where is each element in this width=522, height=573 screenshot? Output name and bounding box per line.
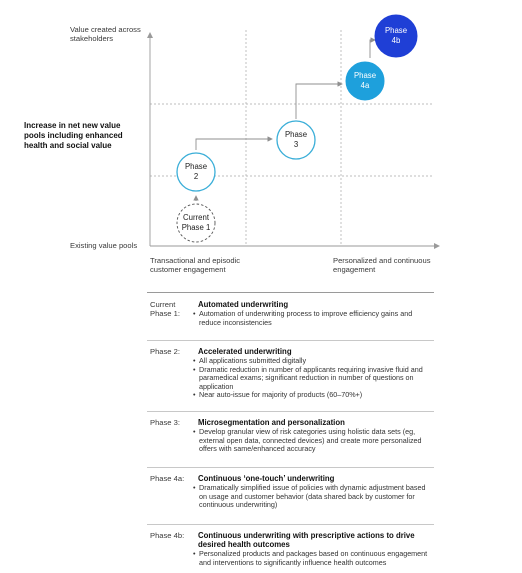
x-axis-right-label: Personalized and continuous engagement (333, 256, 431, 274)
phase-1-node-label (176, 213, 216, 232)
phase-3-node-line-2: 3 (293, 139, 299, 149)
phase-bullet: • Dramatically simplified issue of policies with dynamic adjustment based on usage and customer behavior (data shared back by customer for continuous underwriting) (191, 484, 431, 510)
phase-row-title: Continuous underwriting with prescriptive actions to drive desired health outcomes (198, 531, 415, 549)
y-axis-main-label: Increase in net new value pools including enhanced health and social value (24, 121, 123, 150)
phase-row-2 (147, 340, 434, 411)
phase-bullet: • Dramatic reduction in number of applicants requiring invasive fluid and paramedical exams; significant reduction in number of questions on application (191, 366, 431, 392)
y-axis-top-label: Value created across stakeholders (70, 25, 141, 43)
phase-row-3 (147, 411, 434, 467)
phase-4b-node-line-1: Phase (384, 26, 408, 35)
phase-connectors (196, 40, 375, 201)
phase-row-label: Phase 4a: (150, 474, 185, 483)
phase-4a-node-line-2: 4a (360, 80, 370, 90)
phase-row-title: Continuous ‘one-touch’ underwriting (198, 474, 335, 483)
phase-row-title: Automated underwriting (198, 300, 289, 309)
phase-row-1 (147, 292, 434, 340)
phase-bullet: • Automation of underwriting process to improve efficiency gains and reduce inconsistencies (191, 310, 431, 327)
phase-row-label: Phase 2: (150, 347, 180, 356)
phase-3-node-line-1: Phase (284, 130, 308, 139)
phase-1-node-line-1: Current (183, 213, 209, 222)
phase-row-bullets (191, 310, 431, 327)
phase-bullet: • Personalized products and packages based on continuous engagement and interventions to significantly influence health outcomes (191, 550, 431, 567)
phase-row-5 (147, 524, 434, 572)
phase-4a-node-line-1: Phase (353, 71, 377, 80)
phase-3-node-label (276, 130, 316, 149)
phase-row-label: Current Phase 1: (150, 300, 180, 318)
phase-row-bullets (191, 484, 431, 510)
phase-row-bullets (191, 550, 431, 567)
phase-bullet: • Near auto-issue for majority of products (60–70%+) (191, 391, 431, 400)
phase-2-node-line-2: 2 (193, 171, 199, 181)
phase-bullet: • All applications submitted digitally (191, 357, 431, 366)
phase-row-title: Accelerated underwriting (198, 347, 292, 356)
phase-descriptions (147, 292, 434, 572)
phase-row-bullets (191, 357, 431, 400)
phase-row-4 (147, 467, 434, 524)
phase-row-label: Phase 4b: (150, 531, 185, 540)
phase-row-title: Microsegmentation and personalization (198, 418, 345, 427)
x-axis-left-label: Transactional and episodic customer engagement (150, 256, 241, 274)
phase-2-node-label (176, 162, 216, 181)
phase-1-node-line-2: Phase 1 (181, 222, 211, 232)
phase-4b-node-label (376, 26, 416, 45)
phase-4a-node-label (345, 71, 385, 90)
phase-2-node-line-1: Phase (184, 162, 208, 171)
phase-4b-node-line-2: 4b (391, 35, 401, 45)
y-axis-bottom-label: Existing value pools (70, 241, 138, 250)
phase-bullet: • Develop granular view of risk categories using holistic data sets (eg, external open data, connected devices) and create more personalized offers with same/enhanced accuracy (191, 428, 431, 454)
phase-row-label: Phase 3: (150, 418, 180, 427)
phase-row-bullets (191, 428, 431, 454)
